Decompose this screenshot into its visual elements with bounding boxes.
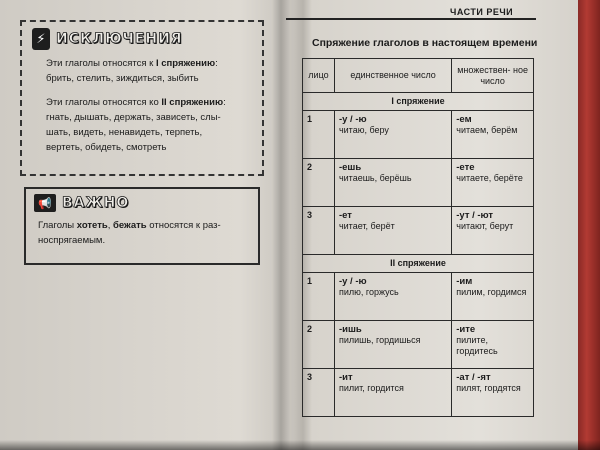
face-cell: 2 — [303, 321, 335, 369]
table-row — [303, 273, 534, 321]
book-cover-edge — [578, 0, 600, 450]
example: читаете, берёте — [456, 173, 523, 183]
text: Глаголы — [38, 220, 77, 231]
conjugation-table — [302, 58, 534, 417]
exceptions-header — [32, 28, 254, 50]
text: Эти глаголы относятся к — [46, 58, 156, 69]
header-plural: множествен- ное число — [452, 59, 534, 93]
table-row — [303, 321, 534, 369]
bold-term: II спряжению — [161, 97, 224, 108]
text: : — [215, 58, 218, 69]
plural-cell — [452, 111, 534, 159]
ending: -им — [456, 276, 473, 287]
plural-cell — [452, 207, 534, 255]
ending: -ат / -ят — [456, 372, 491, 383]
bold-verb: бежать — [112, 220, 147, 231]
singular-cell — [334, 159, 451, 207]
exceptions-paragraph-1 — [46, 56, 254, 71]
example: пилишь, гордишься — [338, 335, 421, 345]
plural-cell — [452, 273, 534, 321]
header-rule — [286, 18, 536, 20]
singular-cell — [334, 111, 451, 159]
table-surface — [0, 440, 600, 450]
bold-term: I спряжению — [155, 58, 216, 69]
face-cell: 1 — [303, 273, 335, 321]
face-cell: 3 — [303, 207, 335, 255]
example: пилят, гордятся — [456, 383, 521, 393]
face-cell: 1 — [303, 111, 335, 159]
example: читаю, беру — [338, 125, 389, 135]
ending: -ут / -ют — [456, 210, 494, 221]
exceptions-words-1: брить, стелить, зиждиться, зыбить — [46, 73, 199, 84]
text: , — [107, 220, 113, 231]
exceptions-title: ИСКЛЮЧЕНИЯ — [56, 31, 183, 47]
table-row — [303, 369, 534, 417]
important-box — [24, 187, 260, 265]
example: читают, берут — [456, 221, 514, 231]
important-text-line2: носпрягаемым. — [38, 235, 106, 246]
ending: -у / -ю — [338, 114, 367, 125]
example: пилит, гордится — [338, 383, 404, 393]
exceptions-words-2a: гнать, дышать, держать, зависеть, слы- — [46, 112, 221, 123]
header-singular: единственное число — [334, 59, 451, 93]
ending: -ишь — [338, 324, 362, 335]
band-first-conjugation — [303, 93, 534, 111]
bold-verb: хотеть — [76, 220, 108, 231]
example: читаешь, берёшь — [338, 173, 412, 183]
table-row — [303, 159, 534, 207]
singular-cell — [334, 369, 451, 417]
exceptions-words-2c: вертеть, обидеть, смотреть — [46, 142, 167, 153]
ending: -ешь — [338, 162, 362, 173]
band-second-conjugation — [303, 255, 534, 273]
plural-cell — [452, 321, 534, 369]
ending: -ит — [338, 372, 353, 383]
section-header: ЧАСТИ РЕЧИ — [450, 7, 514, 17]
table-row — [303, 207, 534, 255]
example: пилю, горжусь — [338, 287, 399, 297]
ending: -ем — [456, 114, 472, 125]
text: относятся к раз- — [146, 220, 221, 231]
megaphone-icon: 📢 — [34, 194, 56, 212]
text: Эти глаголы относятся ко — [46, 97, 162, 108]
example: пилите, гордитесь — [456, 335, 498, 356]
band-label: I спряжение — [303, 93, 534, 111]
table-header-row — [303, 59, 534, 93]
table-title: Спряжение глаголов в настоящем времени — [312, 37, 538, 49]
exceptions-box — [20, 20, 264, 176]
plural-cell — [452, 369, 534, 417]
ending: -ите — [456, 324, 476, 335]
important-header — [34, 194, 250, 212]
singular-cell — [334, 321, 451, 369]
example: пилим, гордимся — [456, 287, 527, 297]
important-text — [38, 218, 250, 233]
singular-cell — [334, 273, 451, 321]
singular-cell — [334, 207, 451, 255]
ending: -ет — [338, 210, 352, 221]
ending: -ете — [456, 162, 475, 173]
lightning-icon: ⚡ — [32, 28, 50, 50]
example: читает, берёт — [338, 221, 395, 231]
face-cell: 2 — [303, 159, 335, 207]
exceptions-paragraph-2 — [46, 95, 254, 110]
exceptions-words-2b: шать, видеть, ненавидеть, терпеть, — [46, 127, 203, 138]
ending: -у / -ю — [338, 276, 367, 287]
binding-shadow — [272, 0, 290, 450]
plural-cell — [452, 159, 534, 207]
text: : — [223, 97, 226, 108]
example: читаем, берём — [456, 125, 518, 135]
header-face: лицо — [303, 59, 335, 93]
important-title: ВАЖНО — [62, 195, 130, 211]
face-cell: 3 — [303, 369, 335, 417]
table-row — [303, 111, 534, 159]
band-label: II спряжение — [303, 255, 534, 273]
